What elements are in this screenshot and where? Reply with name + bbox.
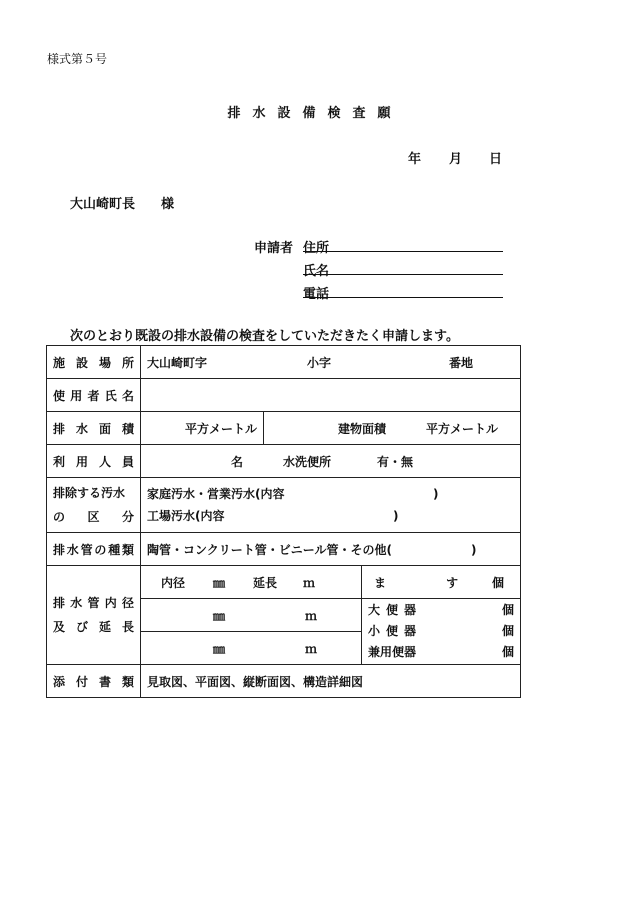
wastewater-line1: 家庭汚水・営業汚水(内容: [147, 487, 285, 501]
masu-label: ま す: [374, 575, 487, 590]
address-label: 住所: [303, 241, 330, 256]
toilet-item-1: [368, 600, 514, 621]
count-unit: 名: [231, 454, 244, 469]
wastewater-value[interactable]: [141, 478, 521, 533]
pipe-size-row2[interactable]: [141, 632, 362, 665]
row-wastewater: [47, 478, 521, 533]
pipe-type-value[interactable]: [141, 533, 521, 566]
pipe-size-label-bottom: 及 び 延 長: [53, 620, 134, 634]
m-unit-header: ｍ: [303, 575, 316, 590]
row-pipe-size-header: [47, 566, 521, 599]
user-name-label: 使用者氏名: [47, 379, 141, 412]
toilet-item-2: [368, 621, 514, 642]
wastewater-line2: 工場汚水(内容: [147, 509, 225, 523]
wastewater-line2-close: ): [393, 509, 399, 523]
attachments-label: 添付書類: [47, 665, 141, 698]
masu-unit: 個: [492, 575, 505, 590]
pipe-type-close: ): [471, 542, 477, 557]
mm-unit-2: ㎜: [213, 641, 226, 656]
name-line[interactable]: [303, 274, 503, 275]
wastewater-label-bottom: の 区 分: [53, 510, 134, 524]
koaza-text: 小字: [307, 355, 332, 370]
wastewater-label-top: 排除する汚水: [53, 486, 126, 500]
toilet-unit-1: 個: [502, 603, 515, 617]
row-pipe-type: [47, 533, 521, 566]
row-facility-location: [47, 346, 521, 379]
address-line[interactable]: [303, 251, 503, 252]
pipe-type-options: 陶管・コンクリート管・ビニール管・その他(: [147, 542, 393, 557]
mm-unit-header: ㎜: [213, 575, 226, 590]
phone-label: 電話: [303, 287, 330, 302]
row-drainage-area: [47, 412, 521, 445]
row-user-name: [47, 379, 521, 412]
date-day-label: 日: [489, 152, 503, 167]
date-month-label: 月: [449, 152, 463, 167]
intro-text: 次のとおり既設の排水設備の検査をしていただきたく申請します。: [70, 329, 459, 344]
date-year-label: 年: [408, 152, 422, 167]
pipe-size-label-top: 排 水 管 内 径: [53, 596, 134, 610]
facility-location-label: 施設場所: [47, 346, 141, 379]
toilet-unit-2: 個: [502, 624, 515, 638]
inspection-form-table: [46, 345, 521, 698]
toilet-item-3: [368, 642, 514, 663]
pipe-size-header-cell: [141, 566, 362, 599]
toilet-name-3: 兼用便器: [368, 645, 417, 659]
phone-line[interactable]: [303, 297, 503, 298]
wastewater-label: [47, 478, 141, 533]
row-attachments: [47, 665, 521, 698]
flush-toilet-yes-no[interactable]: 有・無: [377, 454, 414, 469]
users-label: 利用人員: [47, 445, 141, 478]
row-users: [47, 445, 521, 478]
addressee-honorific: 様: [161, 197, 175, 212]
toilet-name-2: 小便器: [368, 624, 423, 638]
toilet-unit-3: 個: [502, 645, 515, 659]
m-unit-2: ｍ: [305, 641, 318, 656]
building-area-label: 建物面積: [338, 421, 387, 436]
form-number: 様式第５号: [47, 52, 108, 66]
banchi-text: 番地: [449, 355, 474, 370]
name-label: 氏名: [303, 264, 330, 279]
pipe-size-row1[interactable]: [141, 599, 362, 632]
pipe-type-label: 排水管の種類: [47, 533, 141, 566]
building-area-unit: 平方メートル: [426, 421, 499, 436]
building-area-value[interactable]: [264, 412, 521, 445]
document-title: 排水設備検査願: [227, 106, 403, 121]
m-unit-1: ｍ: [305, 608, 318, 623]
user-name-value[interactable]: [141, 379, 521, 412]
flush-toilet-label: 水洗便所: [283, 454, 332, 469]
drainage-area-unit: 平方メートル: [184, 421, 257, 436]
drainage-area-value[interactable]: [141, 412, 264, 445]
drainage-area-label: 排水面積: [47, 412, 141, 445]
town-text: 大山崎町字: [147, 355, 208, 370]
applicant-label: 申請者: [254, 241, 294, 256]
toilet-name-1: 大便器: [368, 603, 423, 617]
inner-diameter-label: 内径: [161, 575, 186, 590]
addressee-name: 大山崎町長: [70, 197, 136, 212]
attachments-value: 見取図、平面図、縦断面図、構造詳細図: [141, 665, 521, 698]
facility-location-value[interactable]: [141, 346, 521, 379]
masu-cell[interactable]: [362, 566, 521, 599]
length-label: 延長: [253, 575, 278, 590]
mm-unit-1: ㎜: [213, 608, 226, 623]
toilets-cell[interactable]: [362, 599, 521, 665]
users-value[interactable]: [141, 445, 521, 478]
pipe-size-label: [47, 566, 141, 665]
wastewater-line1-close: ): [433, 487, 439, 501]
addressee: [70, 193, 174, 212]
